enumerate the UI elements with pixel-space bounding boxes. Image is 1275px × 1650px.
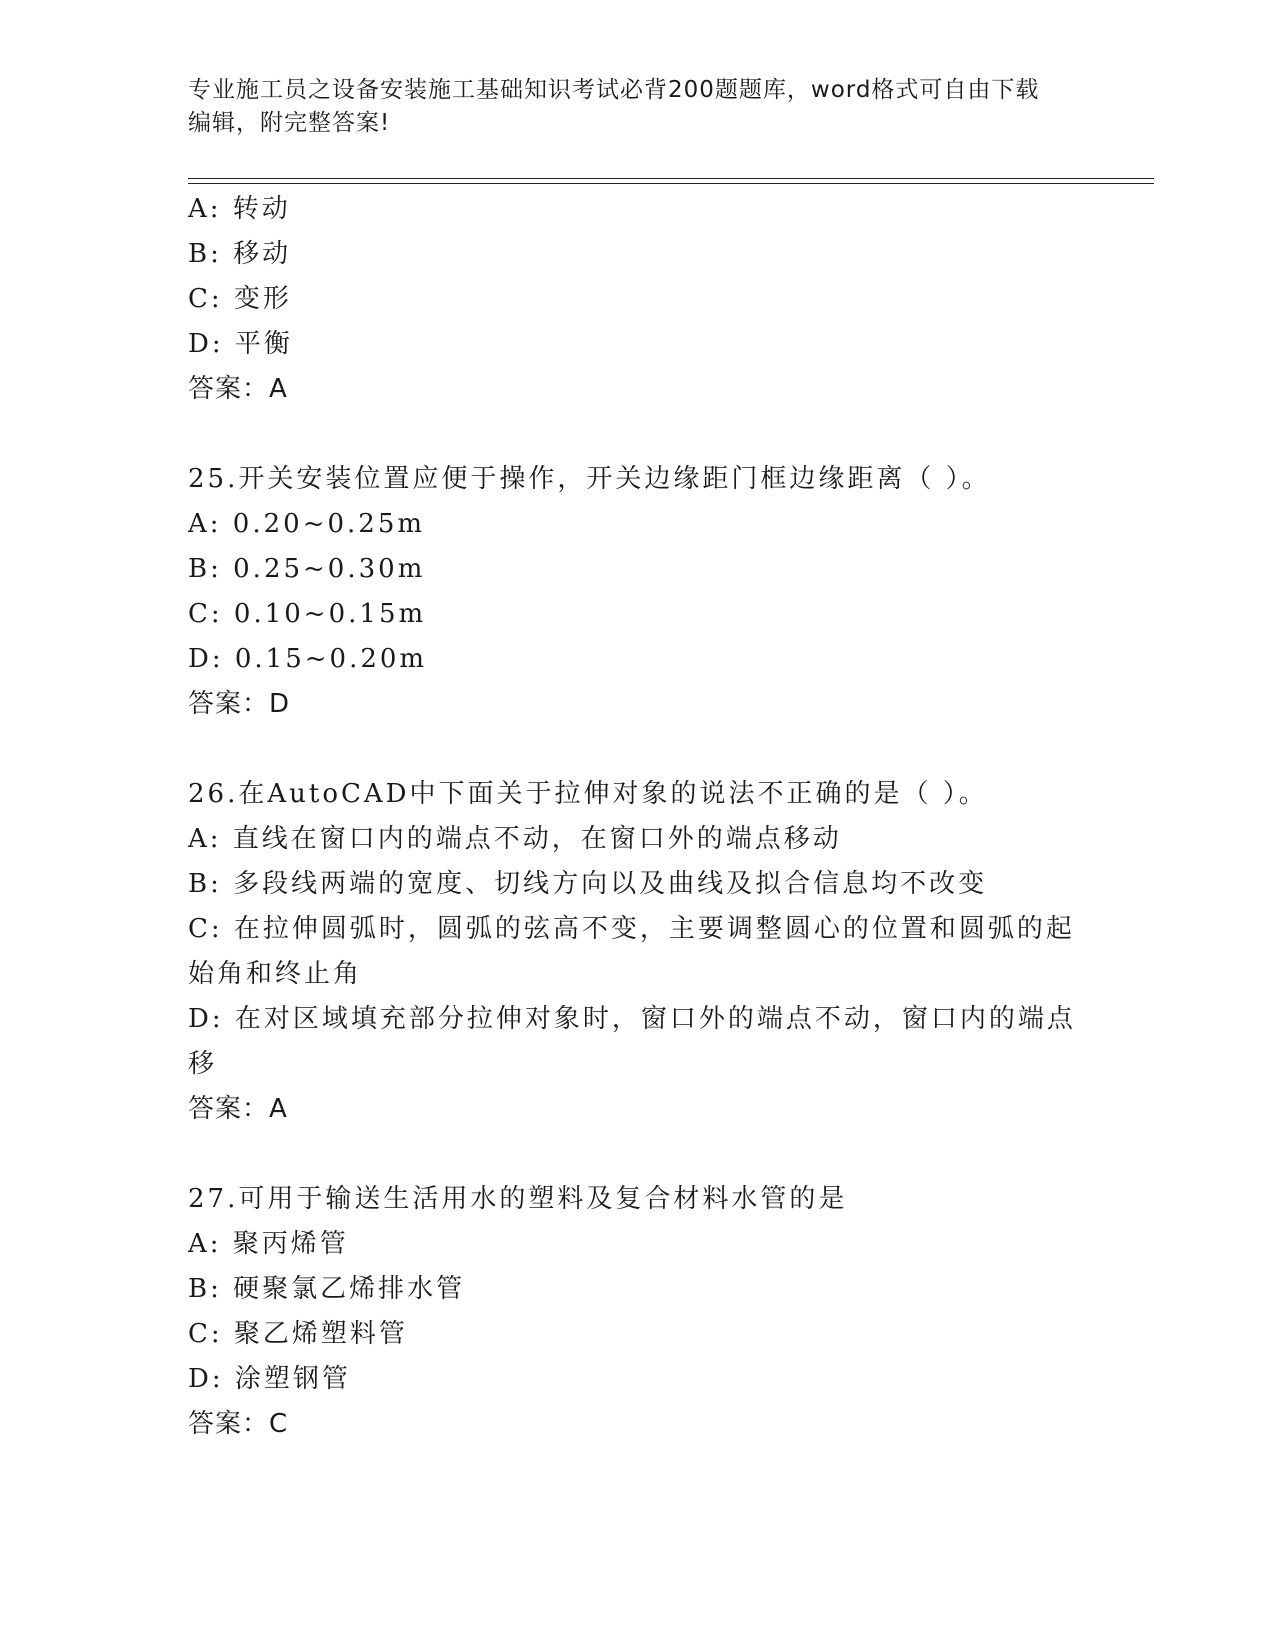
header-line-2: 编辑，附完整答案!: [188, 110, 391, 136]
q24-option-c: C: 变形: [188, 284, 292, 314]
q27-option-a: A: 聚丙烯管: [188, 1229, 349, 1259]
q24-answer: 答案：A: [188, 374, 288, 404]
q27-answer: 答案：C: [188, 1409, 289, 1439]
q24-option-a: A: 转动: [188, 194, 291, 224]
q26-option-c-line-1: C: 在拉伸圆弧时，圆弧的弦高不变，主要调整圆心的位置和圆弧的起: [188, 914, 1075, 944]
q25-stem: 25.开关安装位置应便于操作，开关边缘距门框边缘距离（ ）。: [188, 464, 991, 494]
q26-stem: 26.在AutoCAD中下面关于拉伸对象的说法不正确的是（ ）。: [188, 779, 988, 809]
q24-option-d: D: 平衡: [188, 329, 293, 359]
q27-option-c: C: 聚乙烯塑料管: [188, 1319, 408, 1349]
q27-option-d: D: 涂塑钢管: [188, 1364, 351, 1394]
q25-option-b: B: 0.25~0.30m: [188, 554, 426, 584]
document-header: [188, 74, 1088, 140]
q26-option-b: B: 多段线两端的宽度、切线方向以及曲线及拟合信息均不改变: [188, 869, 988, 899]
q27-option-b: B: 硬聚氯乙烯排水管: [188, 1274, 466, 1304]
header-divider-top: [188, 178, 1154, 179]
header-divider-bottom: [188, 183, 1154, 184]
q25-option-a: A: 0.20~0.25m: [188, 509, 426, 539]
q25-option-c: C: 0.10~0.15m: [188, 599, 427, 629]
q27-stem: 27.可用于输送生活用水的塑料及复合材料水管的是: [188, 1184, 848, 1214]
q26-option-a: A: 直线在窗口内的端点不动，在窗口外的端点移动: [188, 824, 842, 854]
q24-option-b: B: 移动: [188, 239, 292, 269]
q26-answer: 答案：A: [188, 1094, 288, 1124]
q25-answer: 答案：D: [188, 689, 291, 719]
q26-option-c-line-2: 始角和终止角: [188, 959, 363, 989]
q26-option-d-line-2: 移: [188, 1049, 218, 1079]
header-line-1: 专业施工员之设备安装施工基础知识考试必背200题题库，word格式可自由下载: [188, 77, 1040, 103]
q25-option-d: D: 0.15~0.20m: [188, 644, 428, 674]
q26-option-d-line-1: D: 在对区域填充部分拉伸对象时，窗口外的端点不动，窗口内的端点: [188, 1004, 1076, 1034]
